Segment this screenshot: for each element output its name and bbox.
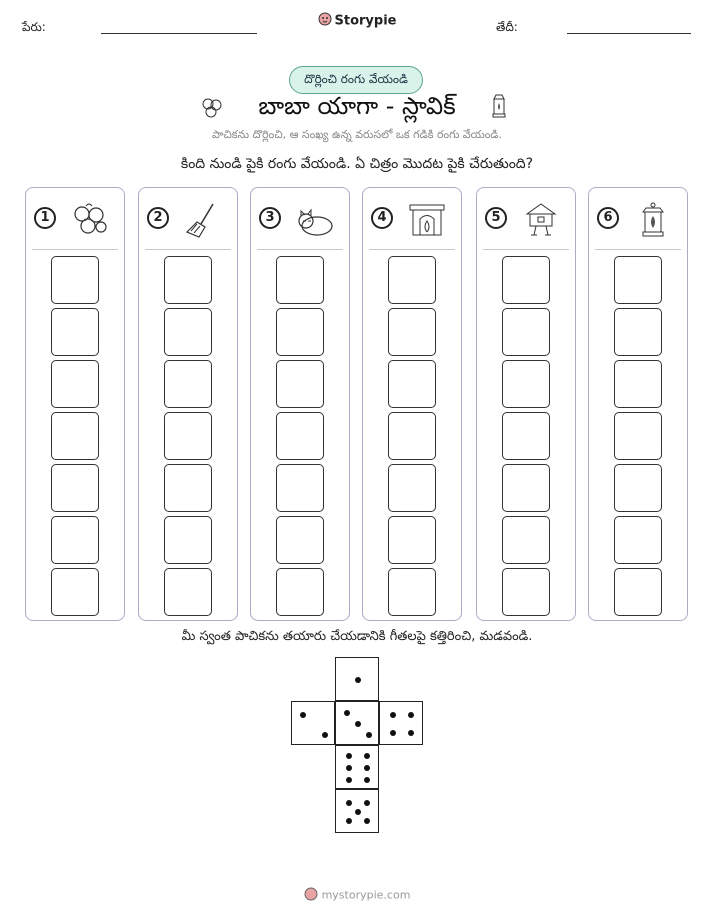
column-divider	[257, 249, 343, 250]
column-divider	[145, 249, 231, 250]
dice-pip	[355, 809, 361, 815]
color-box[interactable]	[164, 568, 212, 616]
color-box[interactable]	[614, 360, 662, 408]
broom-icon	[183, 202, 223, 238]
color-box[interactable]	[51, 308, 99, 356]
color-box-stack	[164, 256, 212, 620]
color-box-stack	[614, 256, 662, 620]
dice-face-6	[335, 745, 379, 789]
color-box[interactable]	[388, 256, 436, 304]
column-5	[476, 187, 576, 621]
fireplace-icon	[407, 202, 447, 238]
column-number: 6	[597, 207, 619, 229]
column-4	[362, 187, 462, 621]
dice-pip	[364, 800, 370, 806]
color-box[interactable]	[388, 412, 436, 460]
color-box[interactable]	[388, 360, 436, 408]
dice-pip	[346, 777, 352, 783]
color-box[interactable]	[51, 568, 99, 616]
footer	[0, 887, 714, 904]
berries-icon	[70, 202, 110, 238]
color-box[interactable]	[614, 308, 662, 356]
color-box[interactable]	[502, 568, 550, 616]
color-box[interactable]	[51, 516, 99, 564]
dice-pip	[364, 765, 370, 771]
dice-pip	[322, 732, 328, 738]
dice-pip	[364, 753, 370, 759]
color-box[interactable]	[164, 360, 212, 408]
brand	[0, 12, 714, 30]
dice-pip	[390, 730, 396, 736]
color-box[interactable]	[502, 360, 550, 408]
storypie-logo-icon	[318, 12, 332, 30]
color-box[interactable]	[502, 516, 550, 564]
column-divider	[32, 249, 118, 250]
column-6	[588, 187, 688, 621]
color-box[interactable]	[276, 360, 324, 408]
column-divider	[483, 249, 569, 250]
cut-instruction: మీ స్వంత పాచికను తయారు చేయడానికి గీతలపై కత్తిరించి, మడవండి.	[181, 629, 533, 644]
color-box[interactable]	[388, 568, 436, 616]
color-box[interactable]	[276, 516, 324, 564]
color-box[interactable]	[276, 464, 324, 512]
dice-pip	[300, 712, 306, 718]
hut-on-chicken-legs-icon	[521, 202, 561, 238]
color-box[interactable]	[164, 516, 212, 564]
color-box[interactable]	[614, 256, 662, 304]
date-label: తేదీ:	[496, 20, 518, 34]
dice-face-2	[291, 701, 335, 745]
color-box-stack	[502, 256, 550, 620]
sleeping-cat-icon	[295, 202, 335, 238]
activity-badge: దొర్లించి రంగు వేయండి	[289, 66, 423, 94]
dice-pip	[390, 712, 396, 718]
color-box[interactable]	[276, 568, 324, 616]
color-box[interactable]	[388, 308, 436, 356]
color-box[interactable]	[502, 412, 550, 460]
color-box[interactable]	[614, 412, 662, 460]
dice-pip	[408, 712, 414, 718]
column-number: 5	[485, 207, 507, 229]
color-box[interactable]	[502, 464, 550, 512]
dice-pip	[364, 777, 370, 783]
date-line[interactable]	[567, 33, 691, 34]
column-3	[250, 187, 350, 621]
dice-pip	[346, 765, 352, 771]
column-number: 1	[34, 207, 56, 229]
lantern-title-icon	[490, 92, 508, 124]
color-box[interactable]	[164, 256, 212, 304]
dice-pip	[346, 800, 352, 806]
column-divider	[369, 249, 455, 250]
column-1	[25, 187, 125, 621]
dice-pip	[355, 677, 361, 683]
lantern-icon	[633, 202, 673, 238]
dice-pip	[355, 721, 361, 727]
color-box-stack	[276, 256, 324, 620]
color-box[interactable]	[164, 412, 212, 460]
color-box[interactable]	[51, 256, 99, 304]
column-number: 4	[371, 207, 393, 229]
color-box[interactable]	[51, 464, 99, 512]
color-box[interactable]	[164, 464, 212, 512]
color-box[interactable]	[276, 256, 324, 304]
color-box[interactable]	[276, 412, 324, 460]
color-box[interactable]	[388, 516, 436, 564]
dice-pip	[408, 730, 414, 736]
page-title: బాబా యాగా - స్లావిక్	[258, 92, 456, 120]
color-box[interactable]	[51, 412, 99, 460]
dice-pip	[366, 732, 372, 738]
color-box[interactable]	[614, 516, 662, 564]
footer-url: mystorypie.com	[321, 888, 411, 902]
column-number: 3	[259, 207, 281, 229]
dice-face-4	[379, 701, 423, 745]
color-box[interactable]	[51, 360, 99, 408]
color-box[interactable]	[388, 464, 436, 512]
column-divider	[595, 249, 681, 250]
color-box[interactable]	[276, 308, 324, 356]
page-subtitle: పాచికను దొర్లించి, ఆ సంఖ్య ఉన్న వరుసలో ఒక గడికి రంగు వేయండి.	[212, 128, 502, 141]
dice-face-3	[335, 701, 379, 745]
color-box[interactable]	[614, 568, 662, 616]
dice-pip	[364, 818, 370, 824]
brand-name: Storypie	[334, 13, 397, 29]
color-box[interactable]	[164, 308, 212, 356]
dice-face-5	[335, 789, 379, 833]
color-box-stack	[51, 256, 99, 620]
column-number: 2	[147, 207, 169, 229]
column-2	[138, 187, 238, 621]
dice-pip	[346, 818, 352, 824]
color-box[interactable]	[614, 464, 662, 512]
color-box-stack	[388, 256, 436, 620]
dice-pip	[344, 710, 350, 716]
color-box[interactable]	[502, 256, 550, 304]
dice-face-1	[335, 657, 379, 701]
dice-pip	[346, 753, 352, 759]
name-label: పేరు:	[22, 20, 46, 34]
instruction-text: కింది నుండి పైకి రంగు వేయండి. ఏ చిత్రం మొదట పైకి చేరుతుంది?	[180, 156, 534, 172]
name-line[interactable]	[101, 33, 257, 34]
color-box[interactable]	[502, 308, 550, 356]
storypie-footer-logo-icon	[304, 887, 318, 904]
